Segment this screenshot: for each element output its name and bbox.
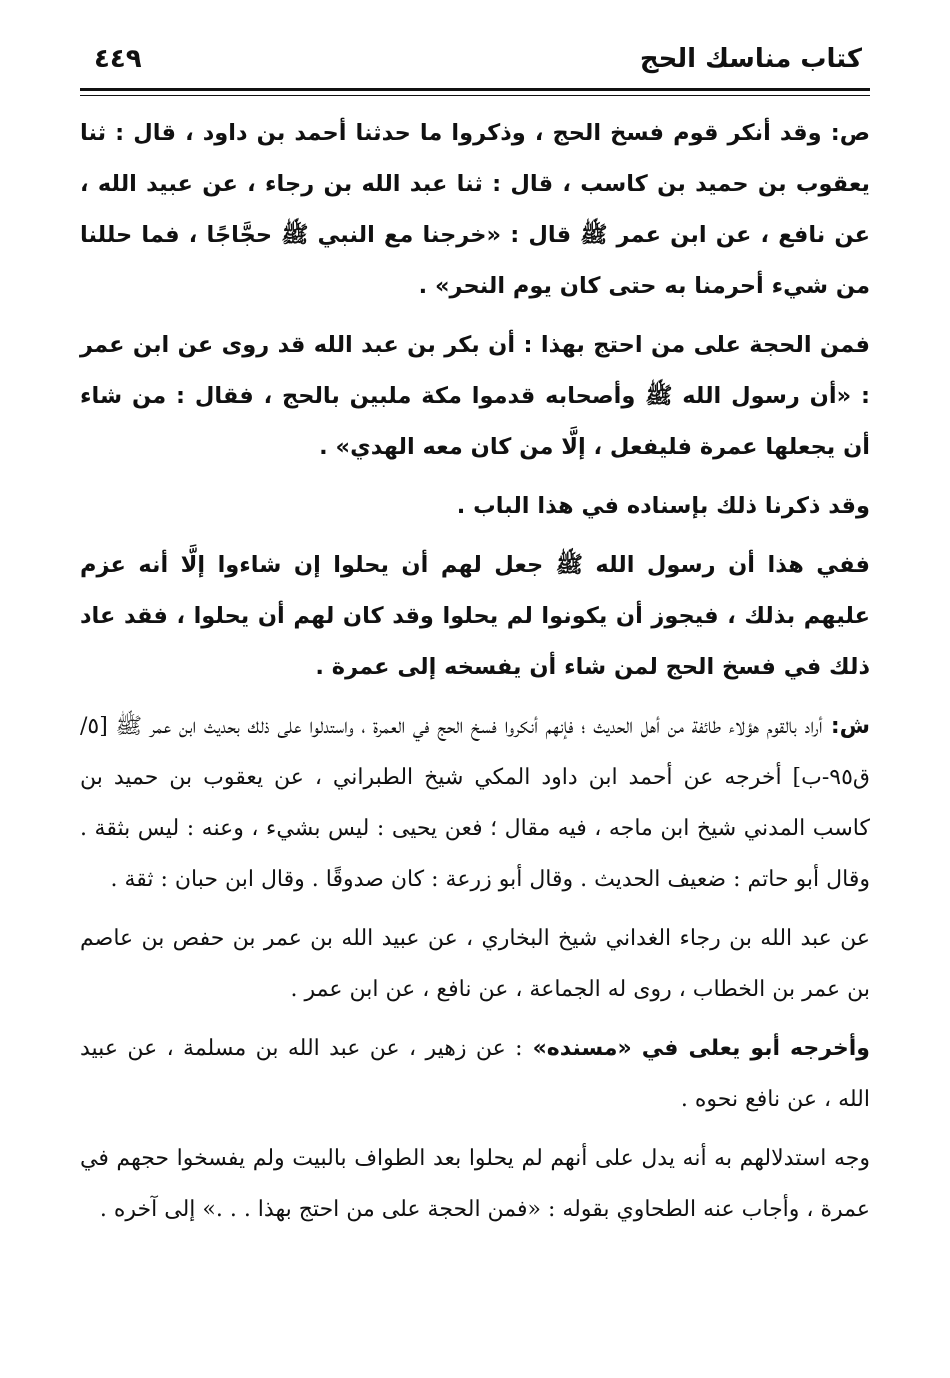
paragraph [80,1023,870,1125]
paragraph [80,1133,870,1235]
page-body [80,108,870,1235]
paragraph [80,913,870,1015]
page-header [88,40,862,88]
paragraph-shin [80,701,870,905]
paragraph-label: وأخرجه أبو يعلى في «مسنده» [522,1036,870,1061]
header-rule-thick [80,88,870,91]
header-rule-thin [80,95,870,96]
paragraph [80,540,870,693]
paragraph-label: ص: [821,120,870,146]
paragraph-text: : عن زهير ، عن عبد الله بن مسلمة ، عن عبيد الله ، عن نافع نحوه . [80,1036,870,1112]
paragraph-text: وقد ذكرنا ذلك بإسناده في هذا الباب . [456,493,870,519]
paragraph-text: ففي هذا أن رسول الله ﷺ جعل لهم أن يحلوا إن شاءوا إلَّا أنه عزم عليهم بذلك ، فيجوز أن يكونوا لم يحلوا وقد كان لهم أن يحلوا ، فقد عاد ذلك في فسخ الحج لمن شاء أن يفسخه إلى عمرة . [80,552,870,680]
paragraph-text: أراد بالقوم هؤلاء طائفة من أهل الحديث ؛ فإنهم أنكروا فسخ الحج في العمرة ، واستدلوا على ذلك بحديث ابن عمر ﷺ [٥/ ق٩٥-ب] أخرجه عن أحمد ابن داود المكي شيخ الطبراني ، عن يعقوب بن حميد بن كاسب المدني شيخ ابن ماجه ، فيه مقال ؛ فعن يحيى : ليس بشيء ، وعنه : ليس بثقة . وقال أبو حاتم : ضعيف الحديث . وقال أبو زرعة : كان صدوقًا . وقال ابن حبان : ثقة . [80,714,870,892]
paragraph-text: عن عبد الله بن رجاء الغداني شيخ البخاري ، عن عبيد الله بن عمر بن حفص بن عاصم بن عمر بن الخطاب ، روى له الجماعة ، عن نافع ، عن ابن عمر . [80,926,870,1002]
running-title: كتاب مناسك الحج [639,44,862,74]
paragraph-text: فمن الحجة على من احتج بهذا : أن بكر بن عبد الله قد روى عن ابن عمر : «أن رسول الله ﷺ وأصحابه قدموا مكة ملبين بالحج ، فقال : من شاء أن يجعلها عمرة فليفعل ، إلَّا من كان معه الهدي» . [80,332,870,460]
paragraph-text: وجه استدلالهم به أنه يدل على أنهم لم يحلوا بعد الطواف بالبيت ولم يفسخوا حجهم في عمرة ، وأجاب عنه الطحاوي بقوله : «فمن الحجة على من احتج بهذا . . .» إلى آخره . [80,1146,870,1222]
paragraph [80,481,870,532]
paragraph-label: ش: [822,714,870,739]
paragraph [80,320,870,473]
page-number: ٤٤٩ [94,44,142,74]
paragraph-text: وقد أنكر قوم فسخ الحج ، وذكروا ما حدثنا أحمد بن داود ، قال : ثنا يعقوب بن حميد بن كاسب ، قال : ثنا عبد الله بن رجاء ، عن عبيد الله ، عن نافع ، عن ابن عمر ﷺ قال : «خرجنا مع النبي ﷺ حجَّاجًا ، فما حللنا من شيء أحرمنا به حتى كان يوم النحر» . [80,120,870,299]
paragraph-sad [80,108,870,312]
